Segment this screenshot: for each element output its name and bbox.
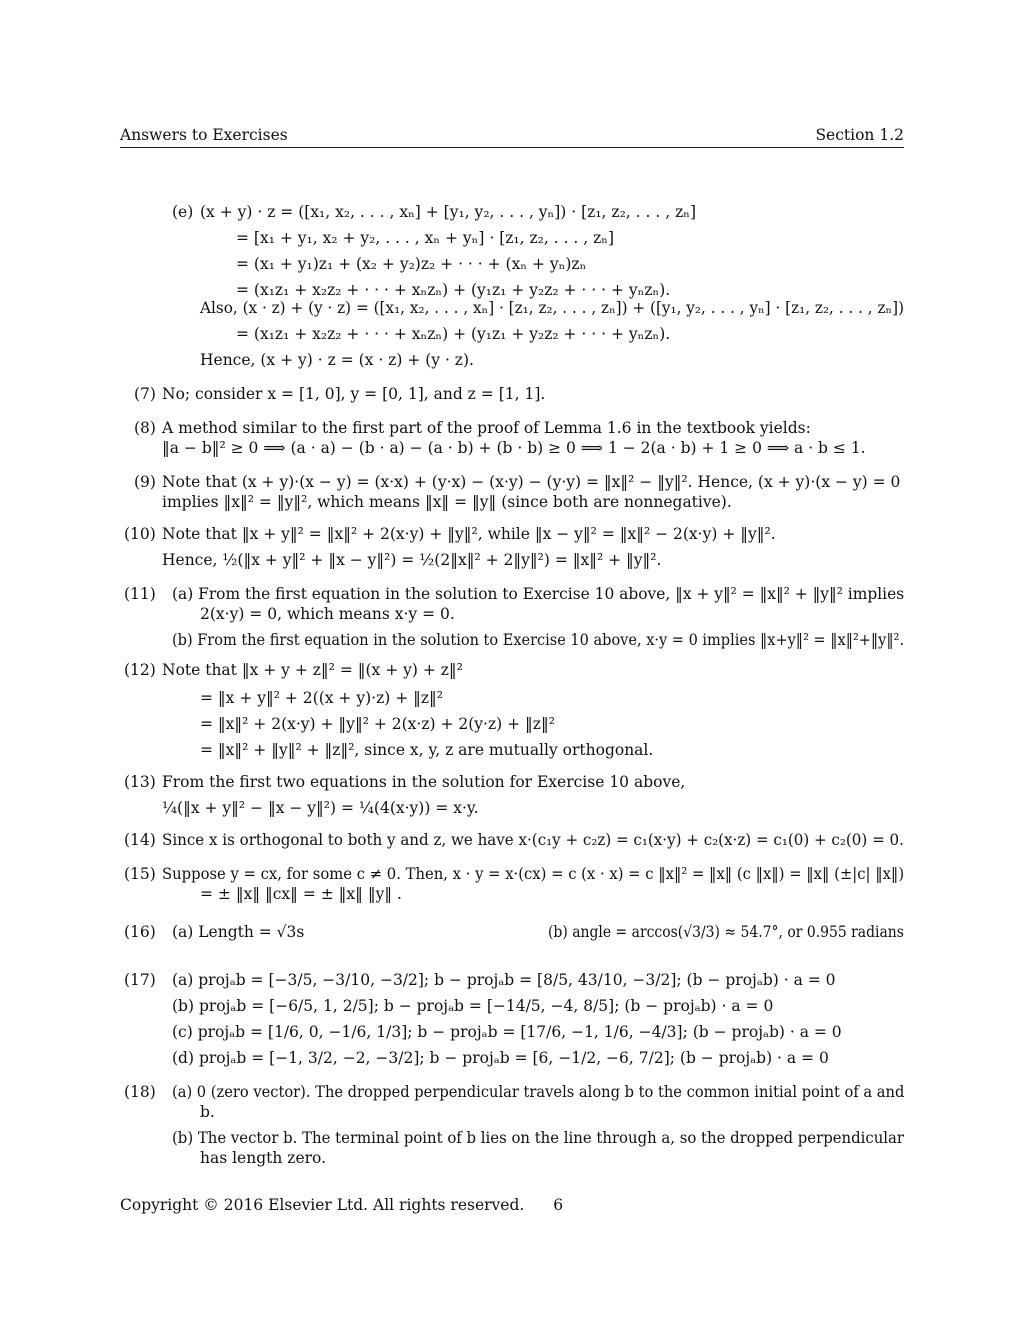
item-label-e: (e) [172, 203, 194, 221]
item-13-line: From the first two equations in the solution for Exercise 10 above, [162, 773, 686, 791]
item-18-line: (b) The vector b. The terminal point of b lies on the line through a, so the dropped perpendicular [172, 1129, 905, 1147]
item-12-line: = ‖x + y‖² + 2((x + y)·z) + ‖z‖² [200, 689, 444, 707]
item-9-line: implies ‖x‖² = ‖y‖², which means ‖x‖ = ‖y‖ (since both are nonnegative). [162, 493, 732, 511]
copyright-notice: Copyright © 2016 Elsevier Ltd. All rights reserved. [120, 1196, 525, 1214]
item-e-line: Hence, (x + y) · z = (x · z) + (y · z). [200, 351, 474, 369]
item-number-7: (7) [134, 385, 156, 403]
item-number-16: (16) [124, 923, 156, 941]
item-11-line: 2(x·y) = 0, which means x·y = 0. [200, 605, 455, 623]
item-number-15: (15) [124, 865, 156, 883]
item-number-14: (14) [124, 831, 156, 849]
item-14-line: Since x is orthogonal to both y and z, we have x·(c₁y + c₂z) = c₁(x·y) + c₂(x·z) = c₁(0) + c₂(0) = 0. [162, 831, 904, 849]
item-number-12: (12) [124, 661, 156, 679]
item-number-13: (13) [124, 773, 156, 791]
item-8-line: A method similar to the first part of the proof of Lemma 1.6 in the textbook yields: [162, 419, 811, 437]
item-9-line: Note that (x + y)·(x − y) = (x·x) + (y·x) − (x·y) − (y·y) = ‖x‖² − ‖y‖². Hence, (x + y)·(x − y) = 0 [162, 473, 901, 491]
item-number-8: (8) [134, 419, 156, 437]
item-12-line: = ‖x‖² + ‖y‖² + ‖z‖², since x, y, z are mutually orthogonal. [200, 741, 654, 759]
item-e-line: = [x₁ + y₁, x₂ + y₂, . . . , xₙ + yₙ] · [z₁, z₂, . . . , zₙ] [236, 229, 615, 247]
item-18-line: has length zero. [200, 1149, 327, 1167]
item-8-line: ‖a − b‖² ≥ 0 ⟹ (a · a) − (b · a) − (a · b) + (b · b) ≥ 0 ⟹ 1 − 2(a · b) + 1 ≥ 0 ⟹ a · b ≤ 1. [162, 439, 866, 457]
item-13-line: ¼(‖x + y‖² − ‖x − y‖²) = ¼(4(x·y)) = x·y. [162, 799, 479, 817]
item-11-line: (a) From the first equation in the solution to Exercise 10 above, ‖x + y‖² = ‖x‖² + ‖y‖² implies [172, 585, 905, 603]
item-17-line: (a) projₐb = [−3/5, −3/10, −3/2]; b − projₐb = [8/5, 43/10, −3/2]; (b − projₐb) · a = 0 [172, 971, 836, 989]
item-10-line: Note that ‖x + y‖² = ‖x‖² + 2(x·y) + ‖y‖², while ‖x − y‖² = ‖x‖² − 2(x·y) + ‖y‖². [162, 525, 776, 543]
page-number: 6 [553, 1196, 564, 1214]
item-e-line: Also, (x · z) + (y · z) = ([x₁, x₂, . . . , xₙ] · [z₁, z₂, . . . , zₙ]) + ([y₁, y₂, . . . , yₙ] · [z₁, z₂, . . . , zₙ]) [200, 299, 905, 317]
item-12-line: = ‖x‖² + 2(x·y) + ‖y‖² + 2(x·z) + 2(y·z) + ‖z‖² [200, 715, 555, 733]
item-16-line: (b) angle = arccos(√3/3) ≈ 54.7°, or 0.955 radians [548, 923, 904, 941]
item-number-18: (18) [124, 1083, 156, 1101]
item-e-line: (x + y) · z = ([x₁, x₂, . . . , xₙ] + [y₁, y₂, . . . , yₙ]) · [z₁, z₂, . . . , zₙ] [200, 203, 696, 221]
item-15-line: = ± ‖x‖ ‖cx‖ = ± ‖x‖ ‖y‖ . [200, 885, 402, 903]
item-10-line: Hence, ½(‖x + y‖² + ‖x − y‖²) = ½(2‖x‖² + 2‖y‖²) = ‖x‖² + ‖y‖². [162, 551, 662, 569]
item-17-line: (d) projₐb = [−1, 3/2, −2, −3/2]; b − projₐb = [6, −1/2, −6, 7/2]; (b − projₐb) · a = 0 [172, 1049, 829, 1067]
item-18-line: (a) 0 (zero vector). The dropped perpendicular travels along b to the common initial point of a and [172, 1083, 905, 1101]
item-17-line: (b) projₐb = [−6/5, 1, 2/5]; b − projₐb = [−14/5, −4, 8/5]; (b − projₐb) · a = 0 [172, 997, 774, 1015]
item-12-line: Note that ‖x + y + z‖² = ‖(x + y) + z‖² [162, 661, 463, 679]
header-rule [120, 147, 904, 148]
item-e-line: = (x₁ + y₁)z₁ + (x₂ + y₂)z₂ + · · · + (xₙ + yₙ)zₙ [236, 255, 587, 273]
item-number-11: (11) [124, 585, 156, 603]
item-number-9: (9) [134, 473, 156, 491]
running-header-left: Answers to Exercises [120, 126, 288, 144]
item-number-10: (10) [124, 525, 156, 543]
item-18-line: b. [200, 1103, 215, 1121]
item-11-line: (b) From the first equation in the solution to Exercise 10 above, x·y = 0 implies ‖x+y‖² = ‖x‖²+‖y‖². [172, 631, 905, 649]
item-number-17: (17) [124, 971, 156, 989]
item-e-line: = (x₁z₁ + x₂z₂ + · · · + xₙzₙ) + (y₁z₁ + y₂z₂ + · · · + yₙzₙ). [236, 325, 671, 343]
item-17-line: (c) projₐb = [1/6, 0, −1/6, 1/3]; b − projₐb = [17/6, −1, 1/6, −4/3]; (b − projₐb) · a = 0 [172, 1023, 842, 1041]
item-15-line: Suppose y = cx, for some c ≠ 0. Then, x · y = x·(cx) = c (x · x) = c ‖x‖² = ‖x‖ (c ‖x‖) = ‖x‖ (±|c| ‖x‖) [162, 865, 905, 883]
item-7-line: No; consider x = [1, 0], y = [0, 1], and z = [1, 1]. [162, 385, 546, 403]
item-e-line: = (x₁z₁ + x₂z₂ + · · · + xₙzₙ) + (y₁z₁ + y₂z₂ + · · · + yₙzₙ). [236, 281, 671, 299]
item-16-line: (a) Length = √3s [172, 923, 305, 941]
running-header-right: Section 1.2 [815, 126, 904, 144]
page-footer [120, 1196, 563, 1214]
